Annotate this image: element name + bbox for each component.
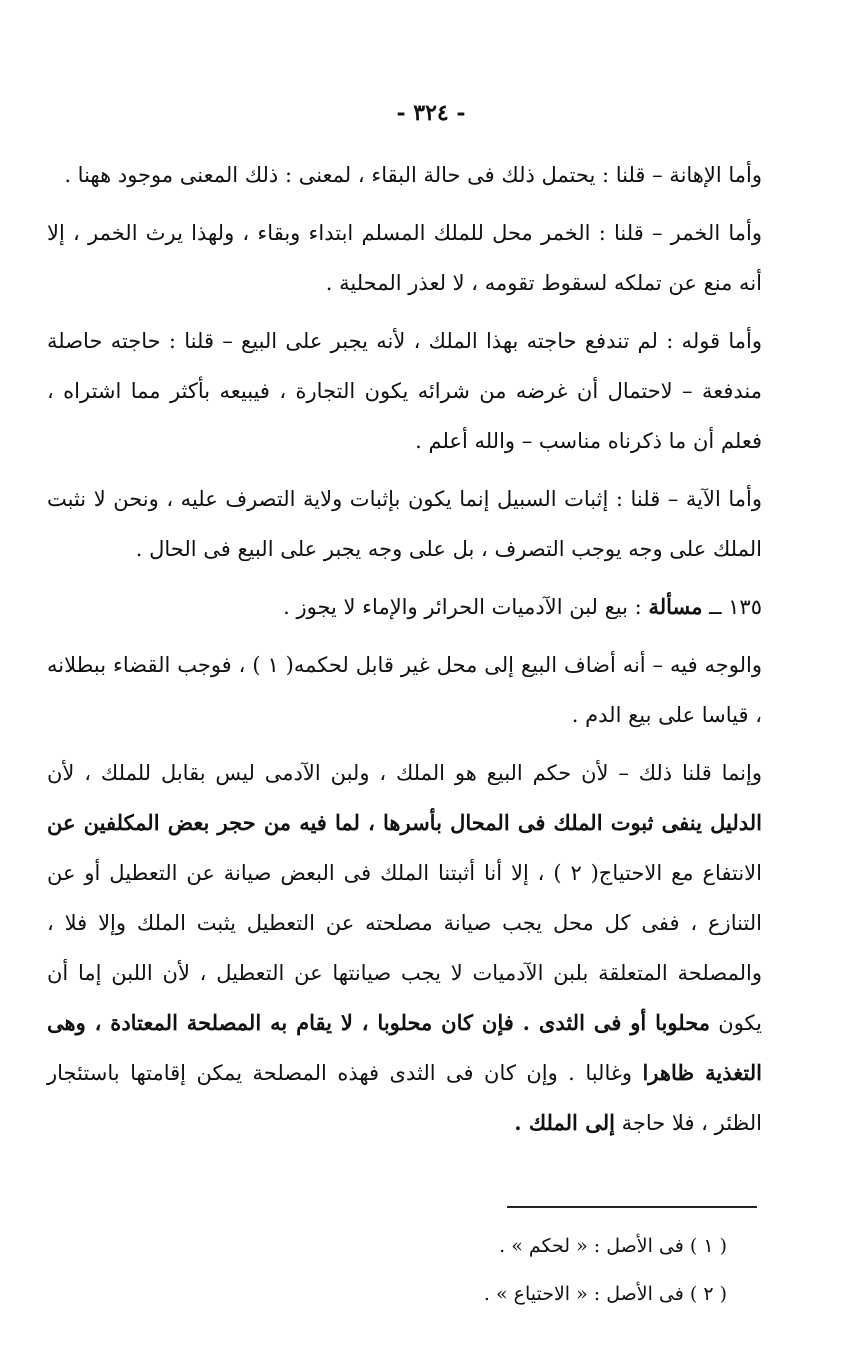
explanation-part-3: الانتفاع مع الاحتياج( ٢ ) ، إلا أنا أثبتنا الملك فى البعض صيانة عن التعطيل أو عن التنازع ، ففى كل محل يجب صيانة مصلحته عن التعطيل يثبت الملك وإلا فلا ، والمصلحة المتعلقة بلبن الآدميات لا يجب صيانتها عن التعطيل ، لأن اللبن إما أن يكون <box>47 861 762 1035</box>
issue-heading <box>47 582 762 632</box>
footnote-divider <box>507 1206 757 1208</box>
paragraph-explanation <box>47 748 762 1148</box>
explanation-part-2: الدليل ينفى ثبوت الملك فى المحال بأسرها ، لما فيه من حجر بعض المكلفين عن <box>47 810 762 835</box>
paragraph-verse: وأما الآية – قلنا : إثبات السبيل إنما يكون بإثبات ولاية التصرف عليه ، ونحن لا نثبت الملك على وجه يوجب التصرف ، بل على وجه يجبر على البيع فى الحال . <box>47 487 762 561</box>
footnote-1: ( ١ ) فى الأصل : « لحكم » . <box>499 1235 727 1257</box>
main-text <box>47 150 762 1156</box>
footnote-2: ( ٢ ) فى الأصل : « الاحتياع » . <box>483 1283 727 1305</box>
paragraph-reasoning: والوجه فيه – أنه أضاف البيع إلى محل غير قابل لحكمه( ١ ) ، فوجب القضاء ببطلانه ، قياسا على بيع الدم . <box>47 653 763 727</box>
paragraph-his-saying: وأما قوله : لم تندفع حاجته بهذا الملك ، لأنه يجبر على البيع – قلنا : حاجته حاصلة مندفعة – لاحتمال أن غرضه من شرائه يكون التجارة ، فيبيعه بأكثر مما اشتراه ، فعلم أن ما ذكرناه مناسب – والله أعلم . <box>47 329 762 453</box>
paragraph-insult: وأما الإهانة – قلنا : يحتمل ذلك فى حالة البقاء ، لمعنى : ذلك المعنى موجود ههنا . <box>64 163 762 187</box>
issue-statement: : بيع لبن الآدميات الحرائر والإماء لا يجوز . <box>283 595 642 619</box>
explanation-part-6: إلى الملك . <box>514 1110 615 1135</box>
footnotes <box>107 1222 727 1318</box>
explanation-part-5: وغالبا . وإن كان فى الثدى فهذه المصلحة يمكن إقامتها باستئجار الظئر ، فلا حاجة <box>47 1061 762 1135</box>
page-number: - ٣٢٤ - <box>396 100 466 126</box>
issue-label: مسألة <box>648 594 703 619</box>
explanation-part-1: وإنما قلنا ذلك – لأن حكم البيع هو الملك ، ولبن الآدمى ليس بقابل للملك ، لأن <box>47 761 762 785</box>
issue-number: ١٣٥ ــ <box>709 595 762 619</box>
explanation-part-4: محلوبا أو فى الثدى . فإن كان محلوبا ، لا يقام به المصلحة المعتادة ، وهى التغذية ظاهرا <box>47 1010 762 1085</box>
paragraph-wine: وأما الخمر – قلنا : الخمر محل للملك المسلم ابتداء وبقاء ، ولهذا يرث الخمر ، إلا أنه منع عن تملكه لسقوط تقومه ، لا لعذر المحلية . <box>47 221 762 295</box>
